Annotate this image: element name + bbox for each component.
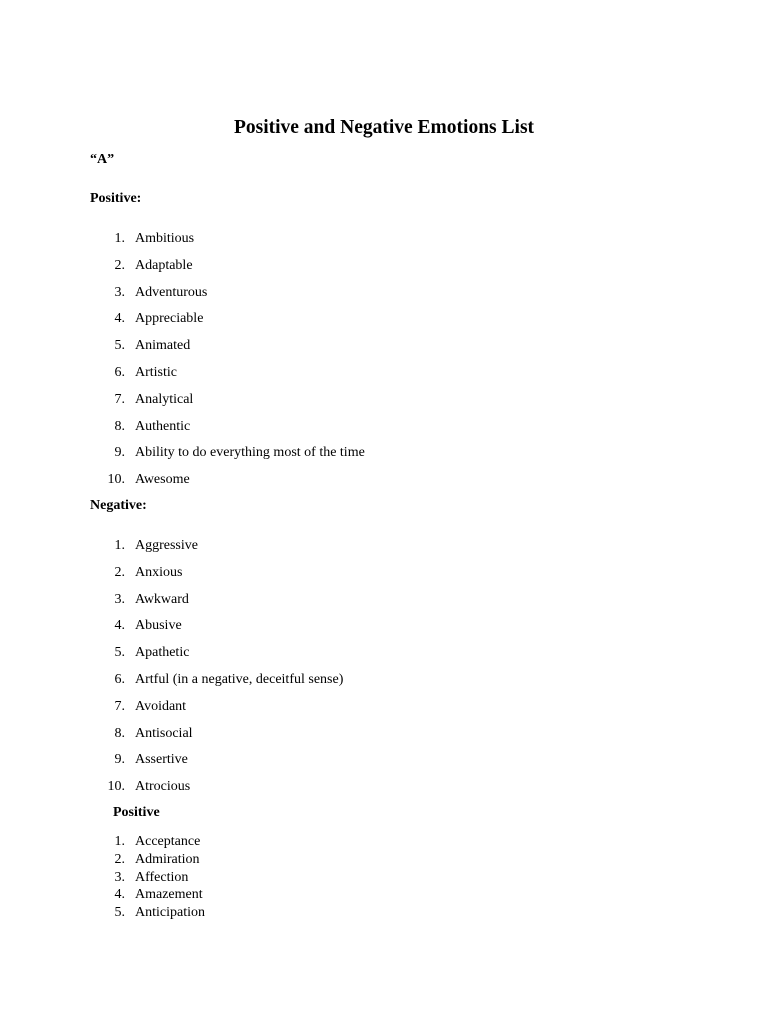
list-item-text: Apathetic <box>135 645 190 661</box>
list-item-text: Awesome <box>135 472 190 488</box>
list-item-number: 5. <box>114 338 125 354</box>
list-item-text: Analytical <box>135 391 194 407</box>
list-item-number: 5. <box>114 905 125 921</box>
list-item-text: Ability to do everything most of the time <box>135 445 365 461</box>
list-item-text: Admiration <box>135 851 200 867</box>
list-item-text: Ambitious <box>135 231 195 246</box>
list-item-number: 9. <box>114 752 125 768</box>
list-item-text: Atrocious <box>135 779 191 795</box>
list-item-number: 1. <box>114 538 125 553</box>
list-item-text: Anticipation <box>135 905 205 921</box>
list-item-number: 4. <box>114 311 125 327</box>
list-item-text: Amazement <box>135 887 203 903</box>
list-item-text: Abusive <box>135 618 182 634</box>
list-item-text: Antisocial <box>135 725 193 741</box>
list-item-text: Awkward <box>135 591 189 607</box>
list-item-number: 3. <box>114 591 125 607</box>
list-item-number: 9. <box>114 445 125 461</box>
positive-emotions-heading: Positive <box>113 805 160 820</box>
list-item-text: Appreciable <box>135 311 204 327</box>
list-item-number: 2. <box>114 564 125 580</box>
list-item-text: Artful (in a negative, deceitful sense) <box>135 671 344 687</box>
list-item-text: Assertive <box>135 752 188 768</box>
list-item-number: 6. <box>114 671 125 687</box>
section-letter: “A” <box>90 152 115 167</box>
list-item-number: 1. <box>114 231 125 246</box>
list-item-number: 7. <box>114 698 125 714</box>
list-item-number: 7. <box>114 391 125 407</box>
list-item-number: 3. <box>114 284 125 300</box>
list-item-text: Animated <box>135 338 191 354</box>
list-item-number: 10. <box>107 472 125 488</box>
list-item-number: 2. <box>114 851 125 867</box>
list-item-text: Authentic <box>135 418 191 434</box>
list-item-number: 8. <box>114 725 125 741</box>
list-item-text: Acceptance <box>135 834 201 849</box>
list-item-number: 4. <box>114 618 125 634</box>
positive-heading: Positive: <box>90 191 142 206</box>
page-title: Positive and Negative Emotions List <box>233 117 535 138</box>
list-item-number: 10. <box>107 779 125 795</box>
list-item-number: 5. <box>114 645 125 661</box>
list-item-text: Adventurous <box>135 284 208 300</box>
list-item-text: Artistic <box>135 364 177 380</box>
list-item-text: Avoidant <box>135 698 187 714</box>
negative-heading: Negative: <box>90 498 147 513</box>
list-item-text: Anxious <box>135 564 183 580</box>
list-item-number: 8. <box>114 418 125 434</box>
list-item-text: Adaptable <box>135 257 193 273</box>
list-item-number: 4. <box>114 887 125 903</box>
list-item-number: 3. <box>114 869 125 885</box>
list-item-text: Aggressive <box>135 538 198 553</box>
list-item-number: 6. <box>114 364 125 380</box>
list-item-number: 1. <box>114 834 125 849</box>
list-item-number: 2. <box>114 257 125 273</box>
list-item-text: Affection <box>135 869 189 885</box>
